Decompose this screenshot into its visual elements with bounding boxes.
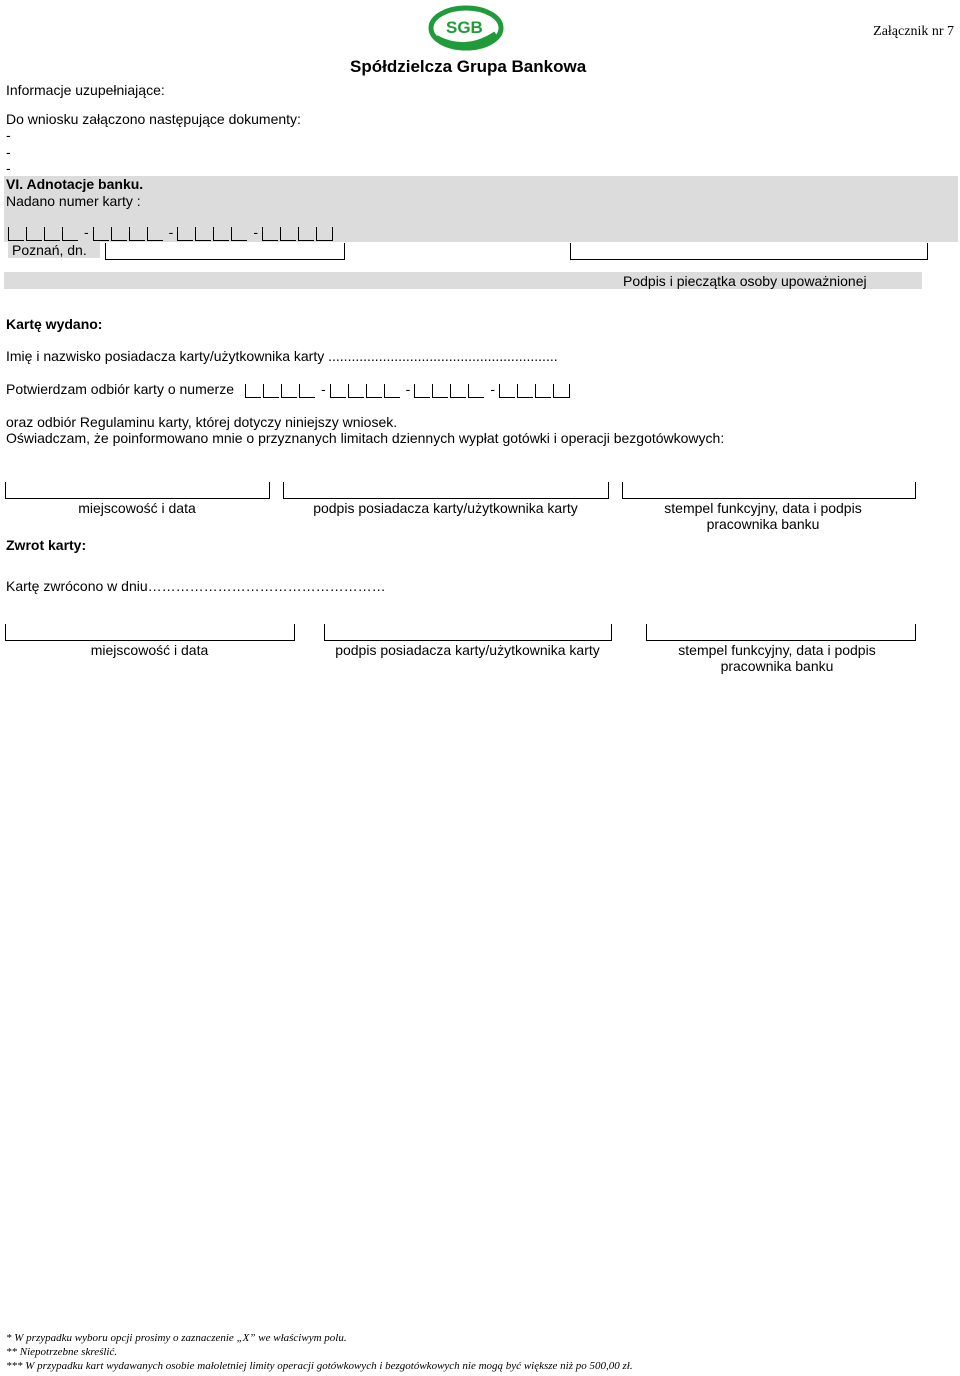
doc-line-3[interactable]: -: [6, 160, 11, 176]
issued-title: Kartę wydano:: [6, 316, 103, 332]
returned-title: Zwrot karty:: [6, 537, 87, 553]
issued-bank-stamp-field[interactable]: [622, 482, 916, 499]
docs-label: Do wniosku załączono następujące dokumenty:: [6, 111, 301, 127]
confirm-label: Potwierdzam odbiór karty o numerze: [6, 381, 234, 397]
returned-bank-stamp-field[interactable]: [646, 624, 916, 641]
footnote-3: *** W przypadku kart wydawanych osobie małoletniej limity operacji gotówkowych i bezgotówkowych nie mogą być większe niż po 500,00 zł.: [6, 1360, 633, 1372]
doc-line-1[interactable]: -: [6, 127, 11, 143]
authorized-signature-label: Podpis i pieczątka osoby upoważnionej: [623, 273, 867, 289]
returned-holder-signature-field[interactable]: [324, 624, 612, 641]
footnote-2: ** Niepotrzebne skreślić.: [6, 1346, 118, 1358]
attachment-label: Załącznik nr 7: [873, 24, 954, 39]
card-number-label: Nadano numer karty :: [6, 193, 141, 209]
issued-place-date-field[interactable]: [5, 482, 270, 499]
assigned-card-number[interactable]: - - -: [8, 224, 335, 241]
issued-holder-signature-field[interactable]: [283, 482, 609, 499]
bank-name: Spółdzielcza Grupa Bankowa: [350, 57, 587, 76]
doc-line-2[interactable]: -: [6, 144, 11, 160]
info-title: Informacje uzupełniające:: [6, 82, 165, 98]
received-card-number[interactable]: - - -: [245, 381, 572, 398]
issued-sig3-label-1: stempel funkcyjny, data i podpis: [664, 500, 862, 516]
footnote-1: * W przypadku wyboru opcji prosimy o zaznaczenie „X” we właściwym polu.: [6, 1332, 347, 1344]
issued-sig1-label: miejscowość i data: [78, 500, 196, 516]
regulations-text: oraz odbiór Regulaminu karty, której dotyczy niniejszy wniosek.: [6, 414, 398, 430]
sgb-logo: [428, 4, 504, 52]
returned-date-label[interactable]: Kartę zwrócono w dniu……………………………………………: [6, 578, 386, 594]
returned-sig1-label: miejscowość i data: [90, 642, 209, 658]
city-label: Poznań, dn.: [12, 242, 87, 258]
issued-sig2-label: podpis posiadacza karty/użytkownika karty: [313, 500, 578, 516]
issued-sig3-label-2: pracownika banku: [706, 516, 820, 532]
returned-sig2-label: podpis posiadacza karty/użytkownika karty: [335, 642, 600, 658]
declaration-text: Oświadczam, że poinformowano mnie o przyznanych limitach dziennych wypłat gotówki i operacji bezgotówkowych:: [6, 430, 725, 446]
returned-sig3-label-2: pracownika banku: [720, 658, 834, 674]
holder-label[interactable]: Imię i nazwisko posiadacza karty/użytkownika karty ...........................................................: [6, 348, 558, 364]
authorized-signature-field[interactable]: [570, 243, 928, 260]
returned-place-date-field[interactable]: [5, 624, 295, 641]
issue-date-field[interactable]: [105, 243, 345, 260]
bank-section-title: VI. Adnotacje banku.: [6, 176, 144, 192]
returned-sig3-label-1: stempel funkcyjny, data i podpis: [678, 642, 876, 658]
sgb-logo-text: SGB: [446, 18, 483, 37]
